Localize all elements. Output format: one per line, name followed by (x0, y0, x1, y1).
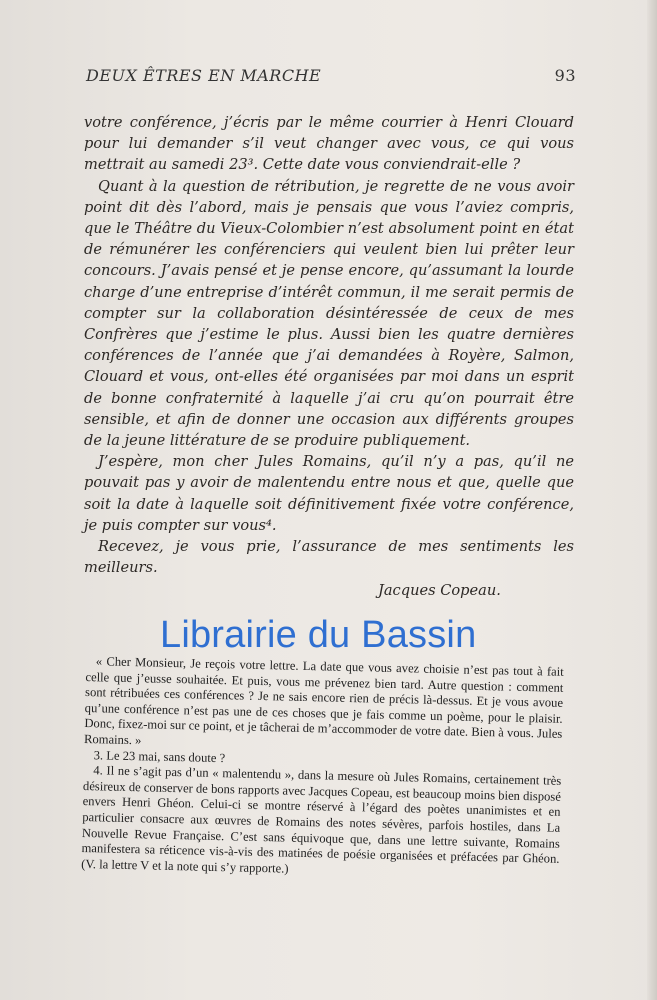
footnote: 4. Il ne s’agit pas d’un « malentendu », dans la mesure où Jules Romains, certainement très désireux de conserver de bons rapports avec Jacques Copeau, est beaucoup moins bien disposé envers Henri Ghéon. Celui-ci se montre réservé à l’égard des poètes unanimistes et en particulier consacre aux œuvres de Romains des notes sévères, parfois hostiles, dans La Nouvelle Revue Française. C’est sans équivoque que, dans une lettre suivante, Romains manifestera sa réticence vis-à-vis des matinées de poésie organisées et préfacées par Ghéon. (V. la lettre V et la note qui s’y rapporte.) (81, 763, 562, 876)
signature: Jacques Copeau. (378, 582, 501, 599)
paragraph: Quant à la question de rétribution, je regrette de ne vous avoir point dit dès l’abord, mais je pensais que vous l’aviez compris, que le Théâtre du Vieux-Colombier n’est absolument point en état de rémunérer les conférenciers qui veulent bien lui prêter leur concours. J’avais pensé et je pense encore, qu’assumant la lourde charge d’une entreprise d’intérêt commun, il me serait permis de compter sur la collaboration désintéressée de ceux de mes Confrères que j’estime le plus. Aussi bien les quatre dernières conférences de l’année que j’ai demandées à Royère, Salmon, Clouard et vous, ont-elles été organisées par moi dans un esprit de bonne confraternité à laquelle j’ai cru qu’on pourrait être sensible, et afin de donner une occasion aux différents groupes de la jeune littérature de se produire publiquement. (84, 177, 574, 450)
footnote: « Cher Monsieur, Je reçois votre lettre. La date que vous avez choisie n’est pas tout à fait celle que j’eusse souhaitée. Et puis, vous me prévenez bien tard. Autre question : comment sont rétribuées ces conférences ? Je ne sais encore rien de précis là-dessus. Et je vous avoue qu’une conférence n’est pas une de ces choses que je fais comme un poème, pour le plaisir. Donc, fixez-moi sur ce point, et je tâcherai de m’accommoder de votre date. Bien à vous. Jules Romains. » (83, 654, 564, 748)
bookseller-watermark: Librairie du Bassin (160, 614, 477, 656)
paragraph: J’espère, mon cher Jules Romains, qu’il n’y a pas, qu’il ne pouvait pas y avoir de malentendu entre nous et que, quelle que soit la date à laquelle soit définitivement fixée votre conférence, je puis compter sur vous⁴. (84, 453, 574, 534)
page-gutter-shadow (647, 0, 657, 1000)
paragraph: votre conférence, j’écris par le même courrier à Henri Clouard pour lui demander s’il veut changer avec vous, ce qui vous mettrait au samedi 23³. Cette date vous conviendrait-elle ? (84, 114, 574, 174)
letter-body (84, 112, 574, 578)
footnotes (81, 654, 564, 883)
footnote: 3. Le 23 mai, sans doute ? (93, 747, 226, 765)
paragraph: Recevez, je vous prie, l’assurance de mes sentiments les meilleurs. (84, 538, 574, 577)
running-title: DEUX ÊTRES EN MARCHE (86, 66, 322, 85)
running-head (86, 66, 576, 90)
page-number: 93 (554, 66, 576, 85)
